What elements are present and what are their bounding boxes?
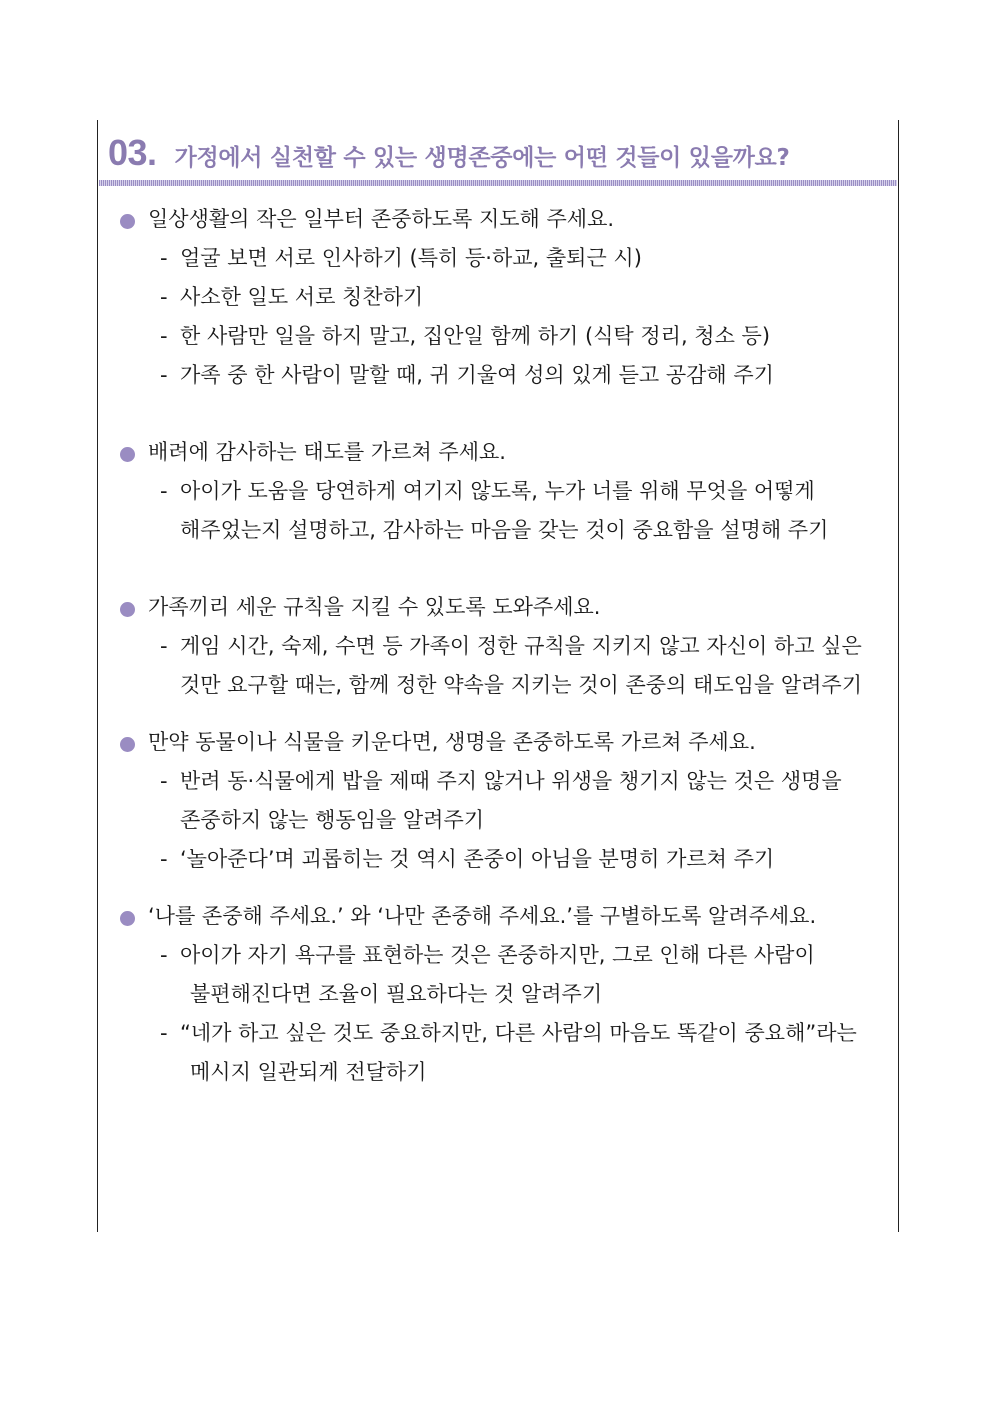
bullet-icon xyxy=(120,911,135,926)
bullet-icon xyxy=(120,737,135,752)
header-divider xyxy=(99,180,897,186)
content-body xyxy=(118,200,898,1092)
item-text: 한 사람만 일을 하지 말고, 집안일 함께 하기 (식탁 정리, 청소 등) xyxy=(180,324,771,348)
bullet-icon xyxy=(120,602,135,617)
list-item: - 게임 시간, 숙제, 수면 등 가족이 정한 규칙을 지키지 않고 자신이 하고 싶은 것만 요구할 때는, 함께 정한 약속을 지키는 것이 존중의 태도임을 알려주기 xyxy=(118,627,898,705)
item-text: 아이가 도움을 당연하게 여기지 않도록, 누가 너를 위해 무엇을 어떻게 xyxy=(180,479,815,503)
list-item: - 사소한 일도 서로 칭찬하기 xyxy=(118,278,898,317)
heading-text: 일상생활의 작은 일부터 존중하도록 지도해 주세요. xyxy=(148,207,615,231)
section-respect-me xyxy=(118,897,898,1092)
bullet-heading xyxy=(118,200,898,239)
bullet-heading xyxy=(118,588,898,627)
bullet-heading xyxy=(118,897,898,936)
item-text-continued: 메시지 일관되게 전달하기 xyxy=(190,1060,427,1084)
list-item: - “네가 하고 싶은 것도 중요하지만, 다른 사람의 마음도 똑같이 중요해”라는 메시지 일관되게 전달하기 xyxy=(118,1014,898,1092)
item-text: 얼굴 보면 서로 인사하기 (특히 등·하교, 출퇴근 시) xyxy=(180,246,642,270)
bullet-heading xyxy=(118,433,898,472)
list-item: - 가족 중 한 사람이 말할 때, 귀 기울여 성의 있게 듣고 공감해 주기 xyxy=(118,356,898,395)
section-daily-respect xyxy=(118,200,898,395)
heading-text: 가족끼리 세운 규칙을 지킬 수 있도록 도와주세요. xyxy=(148,595,601,619)
bullet-icon xyxy=(120,214,135,229)
section-pets-plants xyxy=(118,723,898,879)
item-text-continued: 불편해진다면 조율이 필요하다는 것 알려주기 xyxy=(190,982,603,1006)
section-gratitude xyxy=(118,433,898,550)
question-title: 가정에서 실천할 수 있는 생명존중에는 어떤 것들이 있을까요? xyxy=(174,145,790,171)
item-text-continued: 것만 요구할 때는, 함께 정한 약속을 지키는 것이 존중의 태도임을 알려주기 xyxy=(180,673,863,697)
item-text: 반려 동·식물에게 밥을 제때 주지 않거나 위생을 챙기지 않는 것은 생명을 xyxy=(180,769,842,793)
bullet-icon xyxy=(120,447,135,462)
bullet-heading xyxy=(118,723,898,762)
list-item: - 한 사람만 일을 하지 말고, 집안일 함께 하기 (식탁 정리, 청소 등) xyxy=(118,317,898,356)
heading-text: ‘나를 존중해 주세요.’ 와 ‘나만 존중해 주세요.’를 구별하도록 알려주세요. xyxy=(148,904,817,928)
section-family-rules xyxy=(118,588,898,705)
item-text: ‘놀아준다’며 괴롭히는 것 역시 존중이 아님을 분명히 가르쳐 주기 xyxy=(180,847,775,871)
heading-text: 배려에 감사하는 태도를 가르쳐 주세요. xyxy=(148,440,506,464)
item-text: 가족 중 한 사람이 말할 때, 귀 기울여 성의 있게 듣고 공감해 주기 xyxy=(180,363,774,387)
question-number: 03. xyxy=(108,132,157,173)
list-item: - 아이가 도움을 당연하게 여기지 않도록, 누가 너를 위해 무엇을 어떻게 해주었는지 설명하고, 감사하는 마음을 갖는 것이 중요함을 설명해 주기 xyxy=(118,472,898,550)
item-text-continued: 해주었는지 설명하고, 감사하는 마음을 갖는 것이 중요함을 설명해 주기 xyxy=(180,518,829,542)
item-text: “네가 하고 싶은 것도 중요하지만, 다른 사람의 마음도 똑같이 중요해”라는 xyxy=(180,1021,857,1045)
list-item: - ‘놀아준다’며 괴롭히는 것 역시 존중이 아님을 분명히 가르쳐 주기 xyxy=(118,840,898,879)
item-text-continued: 존중하지 않는 행동임을 알려주기 xyxy=(180,808,485,832)
list-item: - 얼굴 보면 서로 인사하기 (특히 등·하교, 출퇴근 시) xyxy=(118,239,898,278)
item-text: 게임 시간, 숙제, 수면 등 가족이 정한 규칙을 지키지 않고 자신이 하고 싶은 xyxy=(180,634,862,658)
item-text: 아이가 자기 욕구를 표현하는 것은 존중하지만, 그로 인해 다른 사람이 xyxy=(180,943,815,967)
section-header xyxy=(108,132,898,182)
content-frame xyxy=(97,120,899,1232)
heading-text: 만약 동물이나 식물을 키운다면, 생명을 존중하도록 가르쳐 주세요. xyxy=(148,730,756,754)
list-item: - 아이가 자기 욕구를 표현하는 것은 존중하지만, 그로 인해 다른 사람이 불편해진다면 조율이 필요하다는 것 알려주기 xyxy=(118,936,898,1014)
item-text: 사소한 일도 서로 칭찬하기 xyxy=(180,285,424,309)
list-item: - 반려 동·식물에게 밥을 제때 주지 않거나 위생을 챙기지 않는 것은 생명을 존중하지 않는 행동임을 알려주기 xyxy=(118,762,898,840)
